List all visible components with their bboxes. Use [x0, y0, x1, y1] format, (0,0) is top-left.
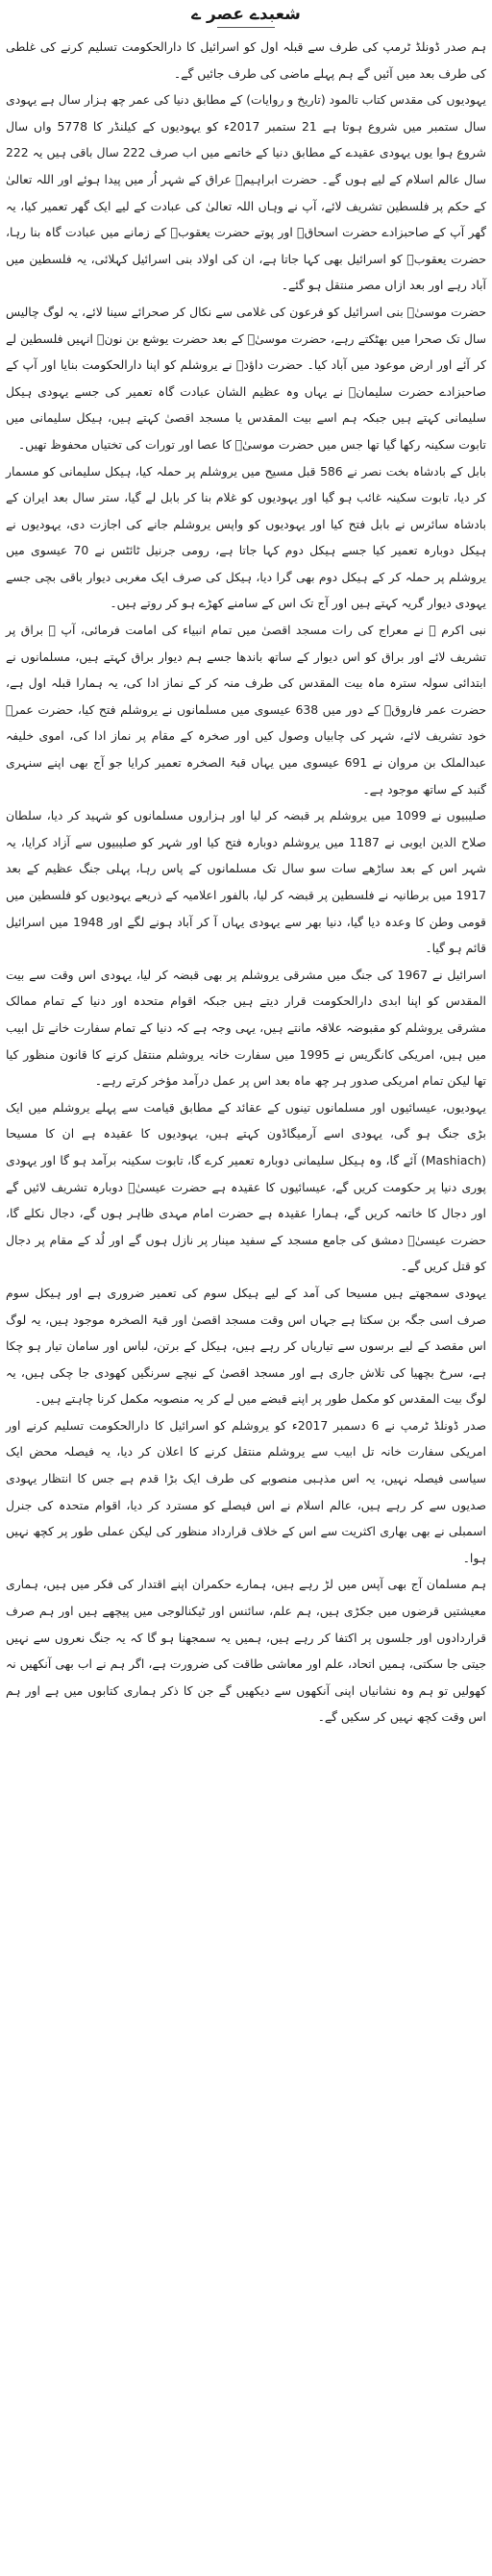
- article-paragraph: نبی اکرم ﷺ نے معراج کی رات مسجد اقصیٰ میں تمام انبیاء کی امامت فرمائی، آپ ﷺ براق پر تشریف لائے اور براق کو اس دیوار کے ساتھ باندھا جسے ہم دیوار براق کہتے ہیں، مسلمانوں نے ابتدائی سولہ سترہ ماہ بیت المقدس کی طرف منہ کر کے نماز ادا کی، یہ ہمارا قبلہ اول ہے، حضرت عمر فاروقؓ کے دور میں 638 عیسوی میں مسلمانوں نے یروشلم فتح کیا، حضرت عمرؓ خود تشریف لائے، شہر کی چابیاں وصول کیں اور صخرہ کے مقام پر نماز ادا کی، اموی خلیفہ عبدالملک بن مروان نے 691 عیسوی میں یہاں قبۃ الصخرہ تعمیر کرایا جو آج بھی اپنے سنہری گنبد کے ساتھ موجود ہے۔: [6, 623, 486, 797]
- article-paragraph: صدر ڈونلڈ ٹرمپ نے 6 دسمبر 2017ء کو یروشلم کو اسرائیل کا دارالحکومت تسلیم کرنے اور امریکی سفارت خانہ تل ابیب سے یروشلم منتقل کرنے کا اعلان کر دیا، یہ فیصلہ محض ایک سیاسی فیصلہ نہیں، یہ اس مذہبی منصوبے کی طرف ایک بڑا قدم ہے جس کا انتظار یہودی صدیوں سے کر رہے ہیں، عالم اسلام نے اس فیصلے کو مسترد کر دیا، اقوام متحدہ کی جنرل اسمبلی نے بھی بھاری اکثریت سے اس کے خلاف قرارداد منظور کی لیکن عملی طور پر کچھ نہیں ہوا۔: [6, 1417, 486, 1565]
- article-paragraph: ہم صدر ڈونلڈ ٹرمپ کی طرف سے قبلہ اول کو اسرائیل کا دارالحکومت تسلیم کرنے کی غلطی کی طرف بعد میں آئیں گے ہم پہلے ماضی کی طرف جائیں گے۔: [6, 39, 486, 81]
- title-divider: [217, 27, 275, 28]
- article-paragraph: یہودیوں کی مقدس کتاب تالمود (تاریخ و روایات) کے مطابق دنیا کی عمر چھ ہزار سال ہے یہودی سال ستمبر میں شروع ہوتا ہے 21 ستمبر 2017ء کو یہودیوں کے کیلنڈر کا 5778 واں سال شروع ہوا یوں یہودی عقیدے کے مطابق دنیا کے خاتمے میں اب صرف 222 سال باقی ہیں یہ 222 سال عالم اسلام کے لیے ہوں گے۔ حضرت ابراہیمؑ عراق کے شہر اُر میں پیدا ہوئے اور اللہ تعالیٰ کے حکم پر فلسطین تشریف لائے، آپ نے وہاں اللہ تعالیٰ کی عبادت کے لیے ایک گھر تعمیر کیا، یہ گھر آپ کے صاحبزادے حضرت اسحاقؑ اور پوتے حضرت یعقوبؑ کے زمانے میں عبادت گاہ بنا رہا، حضرت یعقوبؑ کو اسرائیل بھی کہا جاتا ہے، ان کی اولاد بنی اسرائیل کہلائی، یہ فلسطین میں آباد رہے اور بعد ازاں مصر منتقل ہو گئے۔: [6, 92, 487, 293]
- article-paragraph: یہودیوں، عیسائیوں اور مسلمانوں تینوں کے عقائد کے مطابق قیامت سے پہلے یروشلم میں ایک بڑی جنگ ہو گی، یہودی اسے آرمیگاڈون کہتے ہیں، یہودیوں کا عقیدہ ہے ان کا مسیحا (Mashiach) آئے گا، وہ ہیکل سلیمانی دوبارہ تعمیر کرے گا، تابوت سکینہ برآمد ہو گا اور یہودی پوری دنیا پر حکومت کریں گے، عیسائیوں کا عقیدہ ہے حضرت عیسیٰؑ دوبارہ تشریف لائیں گے اور دجال کا خاتمہ کریں گے، ہمارا عقیدہ ہے حضرت امام مہدی ظاہر ہوں گے، دجال نکلے گا، حضرت عیسیٰؑ دمشق کی جامع مسجد کے سفید مینار پر نازل ہوں گے اور لُد کے مقام پر دجال کو قتل کریں گے۔: [6, 1099, 486, 1274]
- article-paragraph: یہودی سمجھتے ہیں مسیحا کی آمد کے لیے ہیکل سوم کی تعمیر ضروری ہے اور ہیکل سوم صرف اسی جگہ بن سکتا ہے جہاں اس وقت مسجد اقصیٰ اور قبۃ الصخرہ موجود ہیں، یہ لوگ اس مقصد کے لیے برسوں سے تیاریاں کر رہے ہیں، ہیکل کے برتن، لباس اور سامان تیار ہو چکا ہے، سرخ بچھیا کی تلاش جاری ہے اور مسجد اقصیٰ کے نیچے سرنگیں کھودی جا چکی ہیں، یہ لوگ بیت المقدس کو مکمل طور پر اپنے قبضے میں لے کر یہ منصوبہ مکمل کرنا چاہتے ہیں۔: [6, 1285, 486, 1407]
- article-paragraph: بابل کے بادشاہ بخت نصر نے 586 قبل مسیح میں یروشلم پر حملہ کیا، ہیکل سلیمانی کو مسمار کر دیا، تابوت سکینہ غائب ہو گیا اور یہودیوں کو غلام بنا کر بابل لے گیا، ستر سال بعد ایران کے بادشاہ سائرس نے بابل فتح کیا اور یہودیوں کو واپس یروشلم جانے کی اجازت دی، یہودیوں نے ہیکل دوبارہ تعمیر کیا جسے ہیکل دوم کہا جاتا ہے، رومی جرنیل ٹائٹس نے 70 عیسوی میں یروشلم پر حملہ کر کے ہیکل دوم بھی گرا دیا، ہیکل کی صرف ایک مغربی دیوار باقی بچی جسے یہودی دیوار گریہ کہتے ہیں اور آج تک اس کے سامنے کھڑے ہو کر روتے ہیں۔: [6, 463, 486, 611]
- article-paragraph: ہم مسلمان آج بھی آپس میں لڑ رہے ہیں، ہمارے حکمران اپنے اقتدار کی فکر میں ہیں، ہماری معیشتیں قرضوں میں جکڑی ہیں، ہم علم، سائنس اور ٹیکنالوجی میں پیچھے ہیں اور ہم صرف قراردادوں اور جلسوں پر اکتفا کر رہے ہیں، ہمیں یہ سمجھنا ہو گا کہ یہ جنگ نعروں سے نہیں جیتی جا سکتی، ہمیں اتحاد، علم اور معاشی طاقت کی ضرورت ہے، اگر ہم نے اب بھی آنکھیں نہ کھولیں تو ہم وہ نشانیاں اپنی آنکھوں سے دیکھیں گے جن کا ذکر ہماری کتابوں میں ہے اور ہم اس وقت کچھ نہیں کر سکیں گے۔: [6, 1577, 486, 1725]
- article-paragraph: حضرت موسیٰؑ بنی اسرائیل کو فرعون کی غلامی سے نکال کر صحرائے سینا لائے، یہ لوگ چالیس سال تک صحرا میں بھٹکتے رہے، حضرت موسیٰؑ کے بعد حضرت یوشع بن نونؑ انہیں فلسطین لے کر آئے اور ارض موعود میں آباد کیا۔ حضرت داؤدؑ نے یروشلم کو اپنا دارالحکومت بنایا اور آپ کے صاحبزادے حضرت سلیمانؑ نے یہاں وہ عظیم الشان عبادت گاہ تعمیر کی جسے یہودی ہیکل سلیمانی کہتے ہیں جبکہ ہم اسے بیت المقدس یا مسجد اقصیٰ کہتے ہیں، ہیکل سلیمانی میں تابوت سکینہ رکھا گیا تھا جس میں حضرت موسیٰؑ کا عصا اور تورات کی تختیاں محفوظ تھیں۔: [6, 304, 486, 452]
- article-body: [6, 34, 486, 1730]
- article-paragraph: اسرائیل نے 1967 کی جنگ میں مشرقی یروشلم پر بھی قبضہ کر لیا، یہودی اس وقت سے بیت المقدس کو اپنا ابدی دارالحکومت قرار دیتے ہیں جبکہ اقوام متحدہ اور دنیا کے تمام ممالک مشرقی یروشلم کو مقبوضہ علاقہ مانتے ہیں، یہی وجہ ہے کہ دنیا کے تمام سفارت خانے تل ابیب میں ہیں، امریکی کانگریس نے 1995 میں سفارت خانہ یروشلم منتقل کرنے کا قانون منظور کیا تھا لیکن تمام امریکی صدور ہر چھ ماہ بعد اس پر عمل درآمد مؤخر کرتے رہے۔: [6, 967, 486, 1089]
- article-paragraph: صلیبیوں نے 1099 میں یروشلم پر قبضہ کر لیا اور ہزاروں مسلمانوں کو شہید کر دیا، سلطان صلاح الدین ایوبی نے 1187 میں یروشلم دوبارہ فتح کیا اور شہر کو صلیبیوں سے آزاد کرایا، یہ شہر اس کے بعد ساڑھے سات سو سال تک مسلمانوں کے پاس رہا، پہلی جنگ عظیم کے بعد 1917 میں برطانیہ نے فلسطین پر قبضہ کر لیا، بالفور اعلامیہ کے ذریعے یہودیوں کو فلسطین میں قومی وطن کا وعدہ دیا گیا، دنیا بھر سے یہودی یہاں آ کر آباد ہونے لگے اور 1948 میں اسرائیل قائم ہو گیا۔: [6, 808, 487, 956]
- article-title: شعبدے عصر ے: [191, 5, 301, 24]
